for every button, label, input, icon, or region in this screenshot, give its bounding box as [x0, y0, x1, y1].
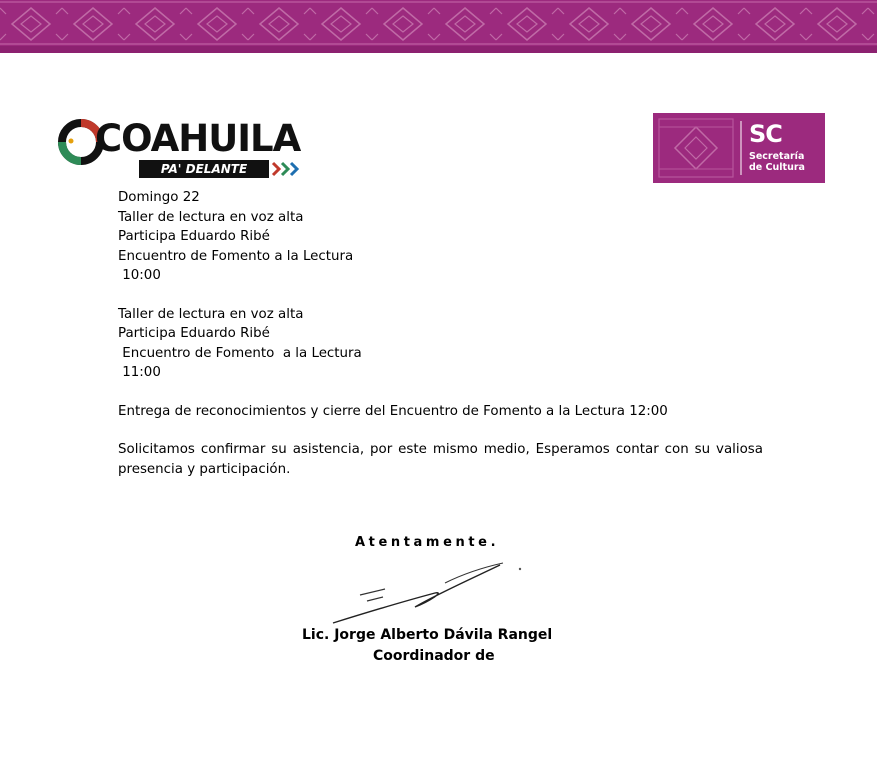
logo-wordmark: COAHUILA	[95, 117, 301, 160]
closing-salutation: Atentamente.	[355, 535, 500, 550]
sc-pattern-icon	[653, 113, 743, 183]
body-line: Participa Eduardo Ribé	[118, 229, 270, 244]
top-banner	[0, 0, 877, 53]
sc-line1: Secretaría	[749, 151, 805, 162]
request-paragraph: Solicitamos confirmar su asistencia, por este mismo medio, Esperamos contar con su valiosa presencia y participación.	[118, 442, 763, 477]
signer-role: Coordinador de	[373, 648, 495, 664]
body-line: Domingo 22	[118, 190, 200, 205]
logo-tagline: PA' DELANTE	[139, 160, 269, 178]
body-line: Taller de lectura en voz alta	[118, 306, 304, 322]
body-line: 10:00	[118, 268, 161, 283]
secretaria-cultura-logo	[653, 113, 825, 183]
body-line: Participa Eduardo Ribé	[118, 326, 270, 341]
banner-pattern-icon	[0, 0, 877, 53]
body-line: Encuentro de Fomento a la Lectura	[118, 248, 354, 264]
signature-icon	[325, 555, 565, 630]
closing-event-line: Entrega de reconocimientos y cierre del Encuentro de Fomento a la Lectura 12:00	[118, 403, 668, 419]
body-line: Encuentro de Fomento a la Lectura	[118, 345, 362, 361]
sc-name	[749, 151, 805, 173]
sc-initials: SC	[749, 120, 782, 148]
body-line: Taller de lectura en voz alta	[118, 209, 304, 225]
body-line: 11:00	[118, 365, 161, 380]
sc-line2: de Cultura	[749, 162, 805, 173]
chevrons-icon	[271, 161, 307, 177]
letter-body	[118, 188, 763, 479]
signer-name: Lic. Jorge Alberto Dávila Rangel	[302, 627, 553, 643]
coahuila-logo	[57, 113, 307, 183]
